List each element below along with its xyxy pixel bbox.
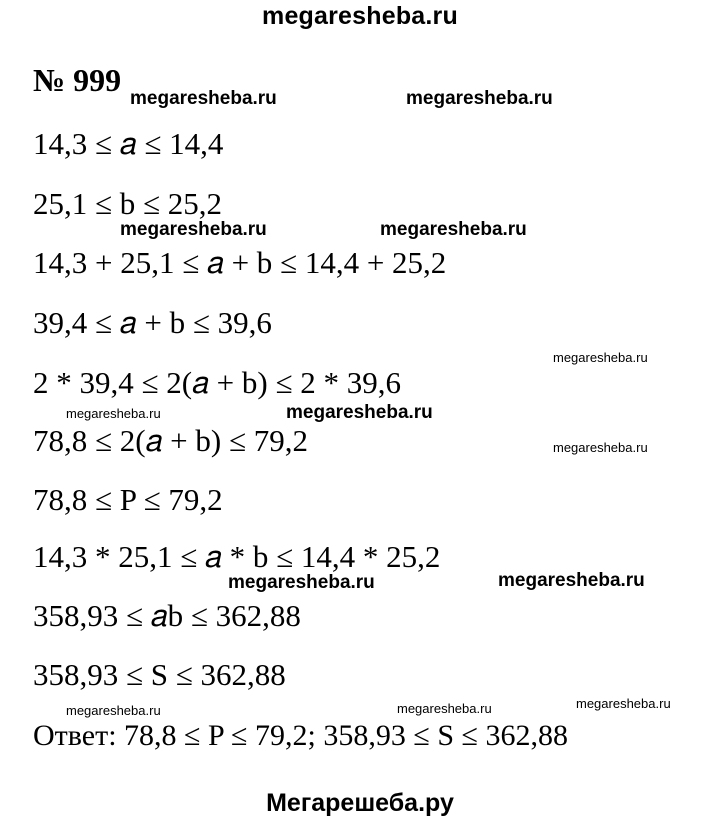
watermark: megaresheba.ru — [553, 350, 648, 365]
site-footer: Мегарешеба.ру — [266, 789, 454, 817]
solution-line-7: 78,8 ≤ P ≤ 79,2 — [33, 482, 223, 517]
solution-line-2: 25,1 ≤ b ≤ 25,2 — [33, 186, 223, 221]
solution-line-5: 2 * 39,4 ≤ 2(𝑎 + b) ≤ 2 * 39,6 — [33, 365, 401, 400]
solution-line-9: 358,93 ≤ 𝑎b ≤ 362,88 — [33, 598, 301, 633]
watermark: megaresheba.ru — [380, 219, 527, 240]
solution-line-6: 78,8 ≤ 2(𝑎 + b) ≤ 79,2 — [33, 423, 308, 458]
solution-line-8: 14,3 * 25,1 ≤ 𝑎 * b ≤ 14,4 * 25,2 — [33, 539, 441, 574]
site-header: megaresheba.ru — [262, 2, 458, 30]
watermark: megaresheba.ru — [120, 219, 267, 240]
watermark: megaresheba.ru — [130, 88, 277, 109]
watermark: megaresheba.ru — [397, 701, 492, 716]
answer-line: Ответ: 78,8 ≤ P ≤ 79,2; 358,93 ≤ S ≤ 362,88 — [33, 719, 568, 752]
watermark: megaresheba.ru — [228, 572, 375, 593]
solution-line-4: 39,4 ≤ 𝑎 + b ≤ 39,6 — [33, 305, 272, 340]
watermark: megaresheba.ru — [66, 406, 161, 421]
watermark: megaresheba.ru — [553, 440, 648, 455]
watermark: megaresheba.ru — [576, 696, 671, 711]
watermark: megaresheba.ru — [406, 88, 553, 109]
solution-line-1: 14,3 ≤ 𝑎 ≤ 14,4 — [33, 126, 224, 161]
problem-number: № 999 — [33, 62, 122, 98]
watermark: megaresheba.ru — [498, 570, 645, 591]
watermark: megaresheba.ru — [66, 703, 161, 718]
watermark: megaresheba.ru — [286, 402, 433, 423]
solution-line-3: 14,3 + 25,1 ≤ 𝑎 + b ≤ 14,4 + 25,2 — [33, 245, 447, 280]
solution-line-10: 358,93 ≤ S ≤ 362,88 — [33, 657, 286, 692]
